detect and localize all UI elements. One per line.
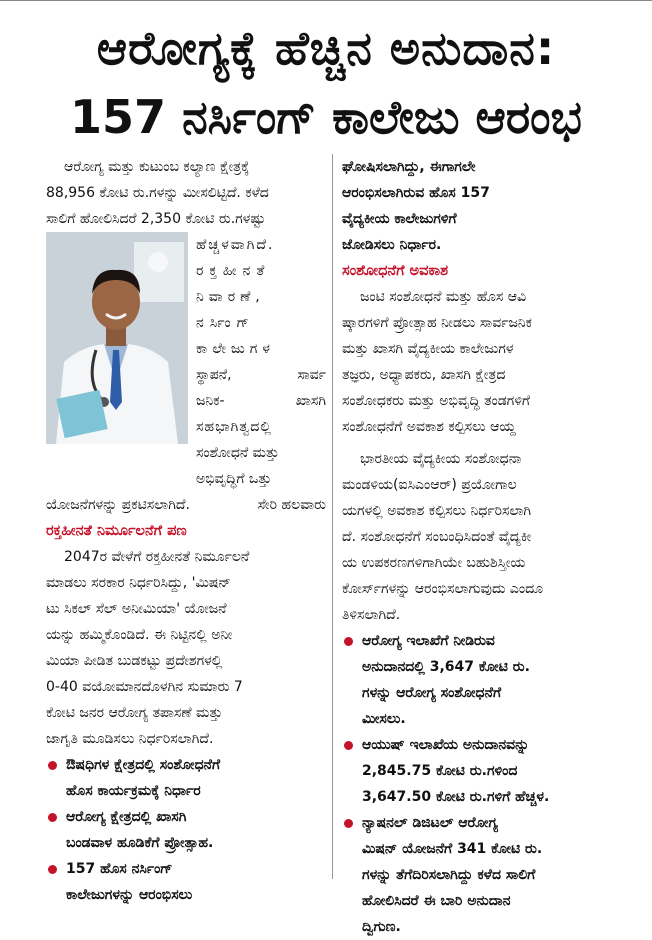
left-para1-line: ರಕ್ತಹೀನತೆ [196,263,271,279]
text-line: ತಿಳಿಸಲಾಗಿದೆ. [342,607,401,623]
top-rule [0,0,652,7]
left-para1-line: ಸಂಶೋಧನೆ ಮತ್ತು [196,445,280,461]
left-para1-line: ಯೋಜನೆಗಳನ್ನು ಪ್ರಕಟಿಸಲಾಗಿದೆ. [46,497,190,513]
left-para1-line: 88,956 ಕೋಟಿ ರು.ಗಳನ್ನು ಮೀಸಲಿಟ್ಟಿದೆ. ಕಳೆದ [46,185,269,201]
text-line: ಯ ಉಪಕರಣಗಳಿಗಾಗಿಯೇ ಬಹುಶಿಸ್ತೀಯ [342,555,526,571]
bullet-dot-icon [48,865,57,874]
text-line: ವೈದ್ಯಕೀಯ ಕಾಲೇಜುಗಳಿಗೆ [342,211,457,227]
bullet-item [46,804,326,856]
bullet-dot-icon [344,637,353,646]
headline-line-1: ಆರೋಗ್ಯಕ್ಕೆ ಹೆಚ್ಚಿನ ಅನುದಾನ: [96,21,556,75]
left-bullet-list [46,752,326,908]
bullet-line: ಮಿಷನ್ ಯೋಜನೆಗೆ 341 ಕೋಟಿ ರು. [362,841,543,857]
right-column [342,154,642,940]
left-para1-line: ಹೆಚ್ಚಳವಾಗಿದೆ. [196,237,275,253]
bullet-line: ಆರೋಗ್ಯ ಇಲಾಖೆಗೆ ನೀಡಿರುವ [362,633,495,649]
bullet-line: ನ್ಯಾಷನಲ್ ಡಿಜಿಟಲ್ ಆರೋಗ್ಯ [362,815,498,831]
left-wrap-column [196,232,326,518]
left-para1-line: ನಿವಾರಣೆ, [196,289,265,305]
bullet-line: ದ್ವಿಗುಣ. [362,919,401,935]
text-line: ಯನ್ನು ಹಮ್ಮಿಕೊಂಡಿದೆ. ಈ ನಿಟ್ಟಿನಲ್ಲಿ ಅನೀ [46,627,233,643]
left-para1-line: ಸಹಭಾಗಿತ್ವದಲ್ಲಿ [196,419,272,435]
bullet-line: 2,845.75 ಕೋಟಿ ರು.ಗಳಿಂದ [362,763,518,779]
doctor-photo [46,232,188,444]
bullet-dot-icon [48,761,57,770]
left-column-lower [46,492,326,908]
text-line: ಮತ್ತು ಖಾಸಗಿ ವೈದ್ಯಕೀಯ ಕಾಲೇಜುಗಳ [342,341,514,357]
bullet-line: ಔಷಧಿಗಳ ಕ್ಷೇತ್ರದಲ್ಲಿ ಸಂಶೋಧನೆಗೆ [66,757,221,773]
bullet-line: ಆಯುಷ್ ಇಲಾಖೆಯ ಅನುದಾನವನ್ನು [362,737,530,753]
left-para1-word: ಜನಿಕ- [196,393,225,409]
bullet-dot-icon [344,819,353,828]
bullet-item [46,752,326,804]
text-line: ಭಾರತೀಯ ವೈದ್ಯಕೀಯ ಸಂಶೋಧನಾ [360,451,522,467]
left-para1-line-split [196,362,326,388]
bullet-item [342,810,642,940]
left-para1-line: ನರ್ಸಿಂಗ್ [196,315,255,331]
bullet-line: ಆರೋಗ್ಯ ಕ್ಷೇತ್ರದಲ್ಲಿ ಖಾಸಗಿ [66,809,187,825]
text-line: 2047ರ ವೇಳೆಗೆ ರಕ್ತಹೀನತೆ ನಿರ್ಮೂಲನೆ [64,549,250,565]
bullet-line: ಮೀಸಲು. [362,711,406,727]
right-para3 [342,284,642,440]
text-line: 0-40 ವಯೋಮಾನದೊಳಗಿನ ಸುಮಾರು 7 [46,679,243,695]
left-para1-line: ಆರೋಗ್ಯ ಮತ್ತು ಕುಟುಂಬ ಕಲ್ಯಾಣ ಕ್ಷೇತ್ರಕ್ಕೆ [64,159,250,175]
bullet-item [342,732,642,810]
left-para2 [46,544,326,752]
bullet-line: ಬಂಡವಾಳ ಹೂಡಿಕೆಗೆ ಪ್ರೋತ್ಸಾಹ. [66,835,214,851]
bullet-line: ಗಳನ್ನು ಆರೋಗ್ಯ ಸಂಶೋಧನೆಗೆ [362,685,502,701]
text-line: ಆರಂಭಿಸಲಾಗಿರುವ ಹೊಸ 157 [342,185,490,201]
left-column [46,154,326,232]
bullet-line: ಅನುದಾನದಲ್ಲಿ 3,647 ಕೋಟಿ ರು. [362,659,530,675]
doctor-illustration [46,232,188,444]
left-para1-word: ಸ್ಥಾಪನೆ, [196,367,232,383]
text-line: ಜೋಡಿಸಲು ನಿರ್ಧಾರ. [342,237,442,253]
text-line: ದೆ. ಸಂಶೋಧನೆಗೆ ಸಂಬಂಧಿಸಿದಂತೆ ವೈದ್ಯಕೀ [342,529,532,545]
text-line: ತಜ್ಞರು, ಅಧ್ಯಾಪಕರು, ಖಾಸಗಿ ಕ್ಷೇತ್ರದ [342,367,506,383]
section-heading-anemia: ರಕ್ತಹೀನತೆ ನಿರ್ಮೂಲನೆಗೆ ಪಣ [46,523,187,539]
text-line: ಟು ಸಿಕಲ್ ಸೆಲ್ ಅನೀಮಿಯಾ' ಯೋಜನೆ [46,601,227,617]
left-para1-line: ಕಾಲೇಜುಗಳ [196,341,275,357]
section-heading-research: ಸಂಶೋಧನೆಗೆ ಅವಕಾಶ [342,263,449,279]
bullet-line: ಗಳನ್ನು ತೆಗೆದಿರಿಸಲಾಗಿದ್ದು ಕಳೆದ ಸಾಲಿಗೆ [362,867,536,883]
left-para1-word: ಖಾಸಗಿ [295,393,326,409]
left-para1-line-split [196,388,326,414]
text-line: ಸಂಶೋಧಕರು ಮತ್ತು ಅಭಿವೃದ್ಧಿ ತಂಡಗಳಿಗೆ [342,393,530,409]
bullet-line: 3,647.50 ಕೋಟಿ ರು.ಗಳಿಗೆ ಹೆಚ್ಚಳ. [362,789,550,805]
left-para1-word: ಸಾರ್ವ [297,367,326,383]
right-para4 [342,446,642,628]
bullet-line: ಕಾಲೇಜುಗಳನ್ನು ಆರಂಭಿಸಲು [66,887,193,903]
left-para1-line: ಅಭಿವೃದ್ಧಿಗೆ ಒತ್ತು [196,471,272,487]
bullet-item [46,856,326,908]
right-top-text [342,154,642,258]
text-line: ಕೋಟಿ ಜನರ ಆರೋಗ್ಯ ತಪಾಸಣೆ ಮತ್ತು [46,705,223,721]
text-line: ಮಾಡಲು ಸರಕಾರ ನಿರ್ಧರಿಸಿದ್ದು, 'ಮಿಷನ್ [46,575,231,591]
text-line: ಸಂಶೋಧನೆಗೆ ಅವಕಾಶ ಕಲ್ಪಿಸಲು ಆಯ್ದ [342,419,516,435]
text-line: ಕೋರ್ಸ್‌ಗಳನ್ನು ಆರಂಭಿಸಲಾಗುವುದು ಎಂದೂ [342,581,544,597]
text-line: ಮಂಡಳಿಯ(ಐಸಿಎಂಆರ್) ಪ್ರಯೋಗಾಲ [342,477,517,493]
bullet-dot-icon [48,813,57,822]
bullet-line: 157 ಹೊಸ ನರ್ಸಿಂಗ್ [66,861,173,877]
bullet-item [342,628,642,732]
bullet-line: ಹೊಸ ಕಾರ್ಯಕ್ರಮಕ್ಕೆ ನಿರ್ಧಾರ [66,783,201,799]
bullet-line: ಹೋಲಿಸಿದರೆ ಈ ಬಾರಿ ಅನುದಾನ [362,893,511,909]
left-para1-line: ಸಾಲಿಗೆ ಹೋಲಿಸಿದರೆ 2,350 ಕೋಟಿ ರು.ಗಳಷ್ಟು [46,211,266,227]
left-para1-line: ಸೇರಿ ಹಲವಾರು [257,497,326,513]
bullet-dot-icon [344,741,353,750]
text-line: ಯಗಳಲ್ಲಿ ಅವಕಾಶ ಕಲ್ಪಿಸಲು ನಿರ್ಧರಿಸಲಾಗಿ [342,503,532,519]
text-line: ಮಿಯಾ ಪೀಡಿತ ಬುಡಕಟ್ಟು ಪ್ರದೇಶಗಳಲ್ಲಿ [46,653,223,669]
text-line: ಜಾಗೃತಿ ಮೂಡಿಸಲು ನಿರ್ಧರಿಸಲಾಗಿದೆ. [46,731,214,747]
text-line: ಘೋಷಿಸಲಾಗಿದ್ದು, ಈಗಾಗಲೇ [342,159,476,175]
text-line: ಜಂಟಿ ಸಂಶೋಧನೆ ಮತ್ತು ಹೊಸ ಆವಿ [360,289,527,305]
text-line: ಷ್ಕಾರಗಳಿಗೆ ಪ್ರೋತ್ಸಾಹ ನೀಡಲು ಸಾರ್ವಜನಿಕ [342,315,532,331]
headline-line-2: 157 ನರ್ಸಿಂಗ್ ಕಾಲೇಜು ಆರಂಭ [70,90,582,144]
column-divider [332,154,333,879]
right-bullet-list [342,628,642,940]
